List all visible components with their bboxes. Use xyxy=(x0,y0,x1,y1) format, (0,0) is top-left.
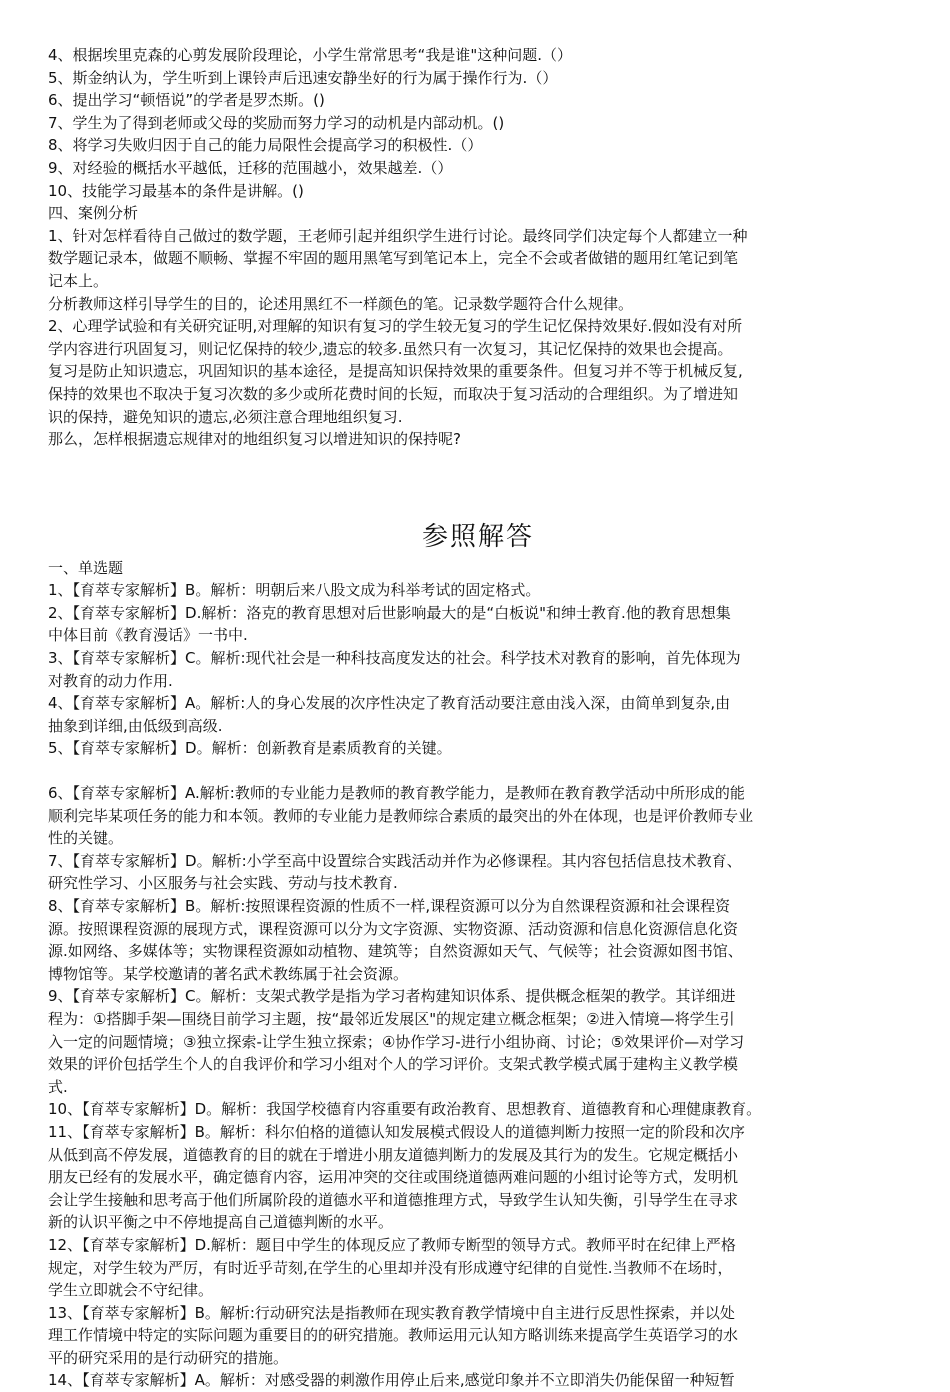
case-line: 2、心理学试验和有关研究证明,对理解的知识有复习的学生较无复习的学生记忆保持效果好.假如没有对所 xyxy=(48,317,743,336)
answer-line: 效果的评价包括学生个人的自我评价和学习小组对个人的学习评价。支架式教学模式属于建构主义教学模 xyxy=(48,1055,739,1074)
answers-title: 参照解答 xyxy=(421,521,534,552)
case-line: 那么，怎样根据遗忘规律对的地组织复习以增进知识的保持呢? xyxy=(48,430,461,449)
answer-line: 2、【育萃专家解析】D.解析：洛克的教育思想对后世影响最大的是“白板说"和绅士教育.他的教育思想集 xyxy=(48,603,731,622)
answer-line: 13、【育萃专家解析】B。解析:行动研究法是指教师在现实教育教学情境中自主进行反思性探索，并以处 xyxy=(48,1303,735,1322)
case-line: 复习是防止知识遗忘，巩固知识的基本途径，是提高知识保持效果的重要条件。但复习并不等于机械反复, xyxy=(48,362,743,381)
answer-line: 抽象到详细,由低级到高级. xyxy=(48,716,223,735)
case-line: 1、针对怎样看待自己做过的数学题，王老师引起并组织学生进行讨论。最终同学们决定每个人都建立一种 xyxy=(48,226,748,245)
answer-line: 9、【育萃专家解析】C。解析：支架式教学是指为学习者构建知识体系、提供概念框架的教学。其详细进 xyxy=(48,987,736,1006)
answer-line: 式. xyxy=(48,1077,68,1096)
answer-line: 学生立即就会不守纪律。 xyxy=(48,1281,214,1300)
answer-line: 新的认识平衡之中不停地提高自己道德判断的水平。 xyxy=(48,1213,394,1232)
answer-line: 11、【育萃专家解析】B。解析：科尔伯格的道德认知发展模式假设人的道德判断力按照一定的阶段和次序 xyxy=(48,1122,745,1141)
answer-line: 8、【育萃专家解析】B。解析:按照课程资源的性质不一样,课程资源可以分为自然课程资源和社会课程资 xyxy=(48,897,731,915)
answer-line: 12、【育萃专家解析】D.解析：题目中学生的体现反应了教师专断型的领导方式。教师平时在纪律上严格 xyxy=(48,1235,736,1254)
question-line: 5、斯金纳认为，学生听到上课铃声后迅速安静坐好的行为属于操作行为.（） xyxy=(48,68,558,87)
answer-line: 从低到高不停发展，道德教育的目的就在于增进小朋友道德判断力的发展及其行为的发生。它规定概括小 xyxy=(48,1145,739,1164)
spacer xyxy=(48,760,908,782)
question-line: 6、提出学习“顿悟说”的学者是罗杰斯。() xyxy=(48,91,325,110)
document-page xyxy=(48,44,908,1392)
question-line: 10、技能学习最基本的条件是讲解。() xyxy=(48,181,304,200)
answer-line: 对教育的动力作用. xyxy=(48,671,173,690)
answer-line: 4、【育萃专家解析】A。解析:人的身心发展的次序性决定了教育活动要注意由浅入深，由简单到复杂,由 xyxy=(48,694,731,713)
case-line: 学内容进行巩固复习，则记忆保持的较少,遗忘的较多.虽然只有一次复习，其记忆保持的效果也会提高。 xyxy=(48,339,733,358)
single-choice-heading: 一、单选题 xyxy=(48,558,124,577)
answer-line: 7、【育萃专家解析】D。解析:小学至高中设置综合实践活动并作为必修课程。其内容包括信息技术教育、 xyxy=(48,851,742,870)
answer-line: 研究性学习、小区服务与社会实践、劳动与技术教育. xyxy=(48,874,398,893)
question-line: 7、学生为了得到老师或父母的奖励而努力学习的动机是内部动机。() xyxy=(48,113,505,132)
answer-line: 源.如网络、多媒体等；实物课程资源如动植物、建筑等；自然资源如天气、气候等；社会资源如图书馆、 xyxy=(48,942,743,961)
answer-line: 3、【育萃专家解析】C。解析:现代社会是一种科技高度发达的社会。科学技术对教育的影响，首先体现为 xyxy=(48,649,741,668)
answer-line: 平的研究采用的是行动研究的措施。 xyxy=(48,1348,289,1367)
question-line: 9、对经验的概括水平越低，迁移的范围越小，效果越差.（） xyxy=(48,158,453,177)
answers-block-2 xyxy=(48,782,908,1392)
question-line: 4、根据埃里克森的心剪发展阶段理论，小学生常常思考“我是谁"这种问题.（） xyxy=(48,46,572,64)
case-line: 数学题记录本，做题不顺畅、掌握不牢固的题用黑笔写到笔记本上，完全不会或者做错的题用红笔记到笔 xyxy=(48,249,739,268)
case-line: 分析教师这样引导学生的目的，论述用黑红不一样颜色的笔。记录数学题符合什么规律。 xyxy=(48,294,634,313)
spacer xyxy=(48,451,908,495)
answer-line: 顺利完毕某项任务的能力和本领。教师的专业能力是教师综合素质的最突出的外在体现，也是评价教师专业 xyxy=(48,806,754,825)
true-false-questions xyxy=(48,44,908,202)
answer-line: 入一定的问题情境；③独立探索-让学生独立探索；④协作学习-进行小组协商、讨论；⑤效果评价—对学习 xyxy=(48,1032,745,1051)
case-analysis-heading: 四、案例分析 xyxy=(48,204,139,223)
case-line: 识的保持，避免知识的遗忘,必须注意合理地组织复习. xyxy=(48,407,403,426)
answer-line: 规定，对学生较为严厉，有时近乎苛刻,在学生的心里却并没有形成遵守纪律的自觉性.当教师不在场时， xyxy=(48,1258,733,1277)
answer-line: 6、【育萃专家解析】A.解析:教师的专业能力是教师的教育教学能力，是教师在教育教学活动中所形成的能 xyxy=(48,784,745,803)
answer-line: 会让学生接触和思考高于他们所属阶段的道德水平和道德推理方式，导致学生认知失衡，引导学生在寻求 xyxy=(48,1190,739,1209)
spacer xyxy=(48,495,908,517)
answer-line: 源。按照课程资源的展现方式，课程资源可以分为文字资源、实物资源、活动资源和信息化资源信息化资 xyxy=(48,919,739,938)
answer-line: 性的关键。 xyxy=(48,829,124,848)
case-analysis-body xyxy=(48,225,908,451)
case-line: 记本上。 xyxy=(48,271,109,290)
answer-line: 理工作情境中特定的实际问题为重要目的的研究措施。教师运用元认知方略训练来提高学生英语学习的水 xyxy=(48,1326,739,1345)
answer-line: 朋友已经有的发展水平，确定德育内容，运用冲突的交往或围绕道德两难问题的小组讨论等方式，发明机 xyxy=(48,1168,739,1187)
answer-line: 5、【育萃专家解析】D。解析：创新教育是素质教育的关键。 xyxy=(48,739,452,758)
answers-block-1 xyxy=(48,579,908,760)
answer-line: 1、【育萃专家解析】B。解析：明朝后来八股文成为科举考试的固定格式。 xyxy=(48,581,541,600)
answer-line: 程为：①搭脚手架—围绕目前学习主题，按“最邻近发展区"的规定建立概念框架；②进入情境—将学生引 xyxy=(48,1009,735,1028)
case-line: 保持的效果也不取决于复习次数的多少或所花费时间的长短，而取决于复习活动的合理组织。为了增进知 xyxy=(48,384,739,403)
question-line: 8、将学习失败归因于自己的能力局限性会提高学习的积极性.（） xyxy=(48,136,483,155)
answer-line: 中体目前《教育漫话》一书中. xyxy=(48,626,248,645)
answer-line: 博物馆等。某学校邀请的著名武术教练属于社会资源。 xyxy=(48,964,409,983)
answer-line: 14、【育萃专家解析】A。解析：对感受器的刺激作用停止后来,感觉印象并不立即消失仍能保留一种短暂 xyxy=(48,1371,735,1390)
answer-line: 10、【育萃专家解析】D。解析：我国学校德育内容重要有政治教育、思想教育、道德教育和心理健康教育。 xyxy=(48,1100,762,1119)
